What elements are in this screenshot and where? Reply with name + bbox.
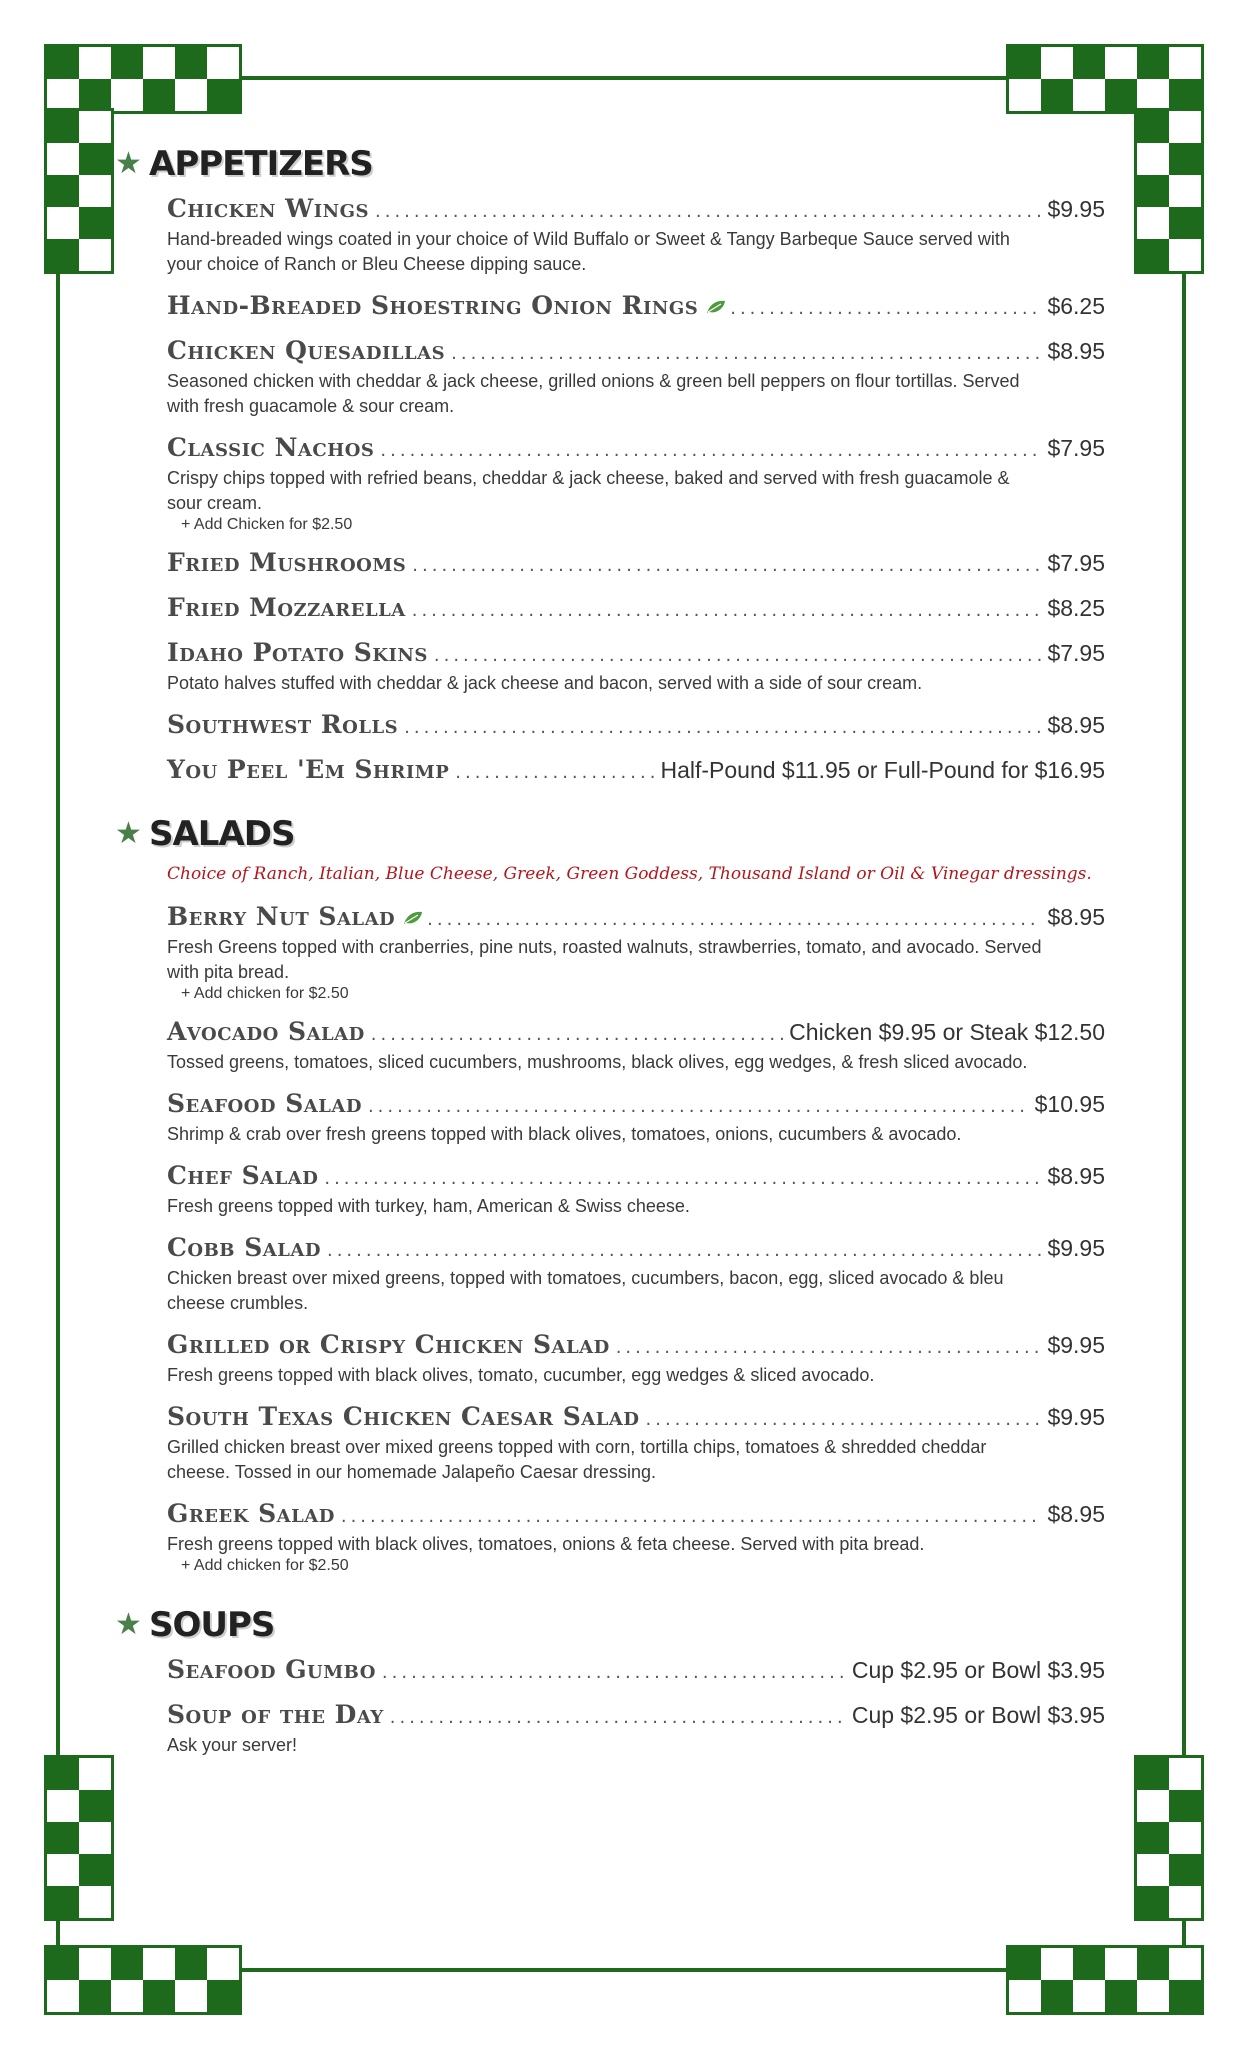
item-price: $8.95 bbox=[1047, 1501, 1105, 1527]
menu-item bbox=[167, 1402, 1105, 1485]
menu-item bbox=[167, 336, 1105, 419]
item-price: $8.95 bbox=[1047, 904, 1105, 930]
item-description: Fresh greens topped with black olives, tomatoes, onions & feta cheese. Served with pita bread. bbox=[167, 1534, 925, 1554]
star-icon: ★ bbox=[115, 147, 142, 180]
item-price: $7.95 bbox=[1047, 640, 1105, 666]
item-price: $8.95 bbox=[1047, 338, 1105, 364]
item-line bbox=[167, 593, 1105, 622]
menu-item bbox=[167, 1499, 1105, 1575]
item-line bbox=[167, 755, 1105, 784]
leader-dots bbox=[412, 600, 1042, 621]
item-line bbox=[167, 1499, 1105, 1528]
item-line bbox=[167, 291, 1105, 320]
corner-bottom-right-h bbox=[1006, 1945, 1204, 2015]
item-name: Soup of the Day bbox=[167, 1700, 384, 1729]
section-heading: SOUPS bbox=[149, 1605, 275, 1645]
corner-top-left-h bbox=[44, 44, 242, 114]
item-description: Ask your server! bbox=[167, 1735, 298, 1755]
leader-dots bbox=[382, 1662, 846, 1683]
item-name: Berry Nut Salad bbox=[167, 902, 396, 931]
item-name: You Peel 'Em Shrimp bbox=[167, 755, 450, 784]
item-name: Seafood Gumbo bbox=[167, 1655, 376, 1684]
leader-dots bbox=[341, 1506, 1042, 1527]
menu-item bbox=[167, 593, 1105, 622]
dressing-note: Choice of Ranch, Italian, Blue Cheese, Greek, Green Goddess, Thousand Island or Oil & Vinegar dressings. bbox=[167, 864, 1092, 884]
item-description: Hand-breaded wings coated in your choice of Wild Buffalo or Sweet & Tangy Barbeque Sauce served with your choice of Ranch or Bleu Cheese dipping sauce. bbox=[167, 229, 1010, 274]
item-name: Chicken Quesadillas bbox=[167, 336, 446, 365]
item-line bbox=[167, 1089, 1105, 1118]
item-description: Chicken breast over mixed greens, topped with tomatoes, cucumbers, bacon, egg, sliced avocado & bleu cheese crumbles. bbox=[167, 1268, 1004, 1313]
item-name: Seafood Salad bbox=[167, 1089, 362, 1118]
item-name: Fried Mushrooms bbox=[167, 548, 407, 577]
item-description: Potato halves stuffed with cheddar & jack cheese and bacon, served with a side of sour cream. bbox=[167, 673, 923, 693]
menu-item bbox=[167, 1655, 1105, 1684]
vegetarian-leaf-icon bbox=[403, 911, 421, 923]
menu-item bbox=[167, 755, 1105, 784]
menu-item bbox=[167, 1161, 1105, 1219]
corner-bottom-left-h bbox=[44, 1945, 242, 2015]
item-line bbox=[167, 336, 1105, 365]
menu-item bbox=[167, 902, 1105, 1003]
leader-dots bbox=[390, 1707, 846, 1728]
vegetarian-leaf-icon bbox=[706, 300, 724, 312]
corner-bottom-right-v bbox=[1134, 1755, 1204, 1921]
item-price: $9.95 bbox=[1047, 196, 1105, 222]
item-price: $7.95 bbox=[1047, 550, 1105, 576]
item-price: $9.95 bbox=[1047, 1235, 1105, 1261]
menu-item bbox=[167, 194, 1105, 277]
item-addon: + Add chicken for $2.50 bbox=[181, 985, 349, 1002]
item-price: Chicken $9.95 or Steak $12.50 bbox=[789, 1019, 1105, 1045]
leader-dots bbox=[404, 717, 1041, 738]
menu-items bbox=[167, 902, 1105, 1575]
menu-items bbox=[167, 1655, 1105, 1758]
item-name: Grilled or Crispy Chicken Salad bbox=[167, 1330, 610, 1359]
item-addon: + Add Chicken for $2.50 bbox=[181, 516, 353, 533]
star-icon: ★ bbox=[115, 817, 142, 850]
menu-item bbox=[167, 548, 1105, 577]
item-price: $6.25 bbox=[1047, 293, 1105, 319]
menu-items bbox=[167, 194, 1105, 784]
item-description: Fresh greens topped with turkey, ham, American & Swiss cheese. bbox=[167, 1196, 690, 1216]
menu-item bbox=[167, 291, 1105, 320]
menu-item bbox=[167, 638, 1105, 696]
item-description: Fresh greens topped with black olives, tomato, cucumber, egg wedges & sliced avocado. bbox=[167, 1365, 875, 1385]
item-description: Seasoned chicken with cheddar & jack cheese, grilled onions & green bell peppers on flour tortillas. Served with fresh guacamole & sour cream. bbox=[167, 371, 1020, 416]
menu-item bbox=[167, 1330, 1105, 1388]
leader-dots bbox=[380, 440, 1041, 461]
item-line bbox=[167, 902, 1105, 931]
item-price: $7.95 bbox=[1047, 435, 1105, 461]
section-title-soups bbox=[115, 1605, 1105, 1645]
item-line bbox=[167, 1233, 1105, 1262]
leader-dots bbox=[616, 1337, 1042, 1358]
item-line bbox=[167, 1402, 1105, 1431]
item-line bbox=[167, 1700, 1105, 1729]
item-name: Fried Mozzarella bbox=[167, 593, 406, 622]
item-name: Hand-Breaded Shoestring Onion Rings bbox=[167, 291, 699, 320]
menu-item bbox=[167, 1233, 1105, 1316]
section-heading: APPETIZERS bbox=[149, 144, 373, 184]
item-name: Avocado Salad bbox=[167, 1017, 365, 1046]
corner-top-right-h bbox=[1006, 44, 1204, 114]
leader-dots bbox=[412, 555, 1041, 576]
leader-dots bbox=[730, 298, 1041, 319]
item-description: Tossed greens, tomatoes, sliced cucumbers, mushrooms, black olives, egg wedges, & fresh sliced avocado. bbox=[167, 1052, 1028, 1072]
section-heading: SALADS bbox=[149, 814, 295, 854]
item-price: Cup $2.95 or Bowl $3.95 bbox=[851, 1657, 1105, 1683]
item-line bbox=[167, 710, 1105, 739]
leader-dots bbox=[368, 1096, 1029, 1117]
item-price: Half-Pound $11.95 or Full-Pound for $16.95 bbox=[660, 757, 1105, 783]
item-price: $9.95 bbox=[1047, 1332, 1105, 1358]
menu-item bbox=[167, 1017, 1105, 1075]
item-price: $8.95 bbox=[1047, 712, 1105, 738]
item-line bbox=[167, 638, 1105, 667]
corner-bottom-left-v bbox=[44, 1755, 114, 1921]
item-name: Chef Salad bbox=[167, 1161, 319, 1190]
item-name: Southwest Rolls bbox=[167, 710, 399, 739]
leader-dots bbox=[371, 1024, 783, 1045]
item-price: $8.25 bbox=[1047, 595, 1105, 621]
leader-dots bbox=[434, 645, 1042, 666]
item-line bbox=[167, 1017, 1105, 1046]
menu-item bbox=[167, 1700, 1105, 1758]
item-line bbox=[167, 1161, 1105, 1190]
menu-item bbox=[167, 433, 1105, 534]
menu-content bbox=[115, 136, 1105, 1772]
item-line bbox=[167, 548, 1105, 577]
item-name: Chicken Wings bbox=[167, 194, 369, 223]
item-description: Crispy chips topped with refried beans, cheddar & jack cheese, baked and served with fresh guacamole & sour cream. bbox=[167, 468, 1010, 513]
item-name: Classic Nachos bbox=[167, 433, 375, 462]
leader-dots bbox=[375, 201, 1041, 222]
section-title-salads bbox=[115, 814, 1105, 854]
item-description: Fresh Greens topped with cranberries, pine nuts, roasted walnuts, strawberries, tomato, and avocado. Served with pita bread. bbox=[167, 937, 1042, 982]
leader-dots bbox=[646, 1409, 1042, 1430]
leader-dots bbox=[324, 1168, 1041, 1189]
item-price: $9.95 bbox=[1047, 1404, 1105, 1430]
item-price: $10.95 bbox=[1034, 1091, 1105, 1117]
item-name: Idaho Potato Skins bbox=[167, 638, 428, 667]
item-price: $8.95 bbox=[1047, 1163, 1105, 1189]
leader-dots bbox=[455, 762, 654, 783]
menu-item bbox=[167, 710, 1105, 739]
item-addon: + Add chicken for $2.50 bbox=[181, 1557, 349, 1574]
item-description: Shrimp & crab over fresh greens topped with black olives, tomatoes, onions, cucumbers & avocado. bbox=[167, 1124, 962, 1144]
leader-dots bbox=[327, 1240, 1041, 1261]
item-name: South Texas Chicken Caesar Salad bbox=[167, 1402, 640, 1431]
item-line bbox=[167, 433, 1105, 462]
section-title-appetizers bbox=[115, 144, 1105, 184]
corner-top-left-v bbox=[44, 108, 114, 274]
leader-dots bbox=[427, 909, 1041, 930]
item-line bbox=[167, 1655, 1105, 1684]
item-name: Cobb Salad bbox=[167, 1233, 321, 1262]
menu-item bbox=[167, 1089, 1105, 1147]
item-line bbox=[167, 1330, 1105, 1359]
item-price: Cup $2.95 or Bowl $3.95 bbox=[851, 1702, 1105, 1728]
item-name: Greek Salad bbox=[167, 1499, 335, 1528]
star-icon: ★ bbox=[115, 1608, 142, 1641]
item-description: Grilled chicken breast over mixed greens topped with corn, tortilla chips, tomatoes & shredded cheddar cheese. Tossed in our homemade Jalapeño Caesar dressing. bbox=[167, 1437, 987, 1482]
item-line bbox=[167, 194, 1105, 223]
leader-dots bbox=[451, 343, 1041, 364]
corner-top-right-v bbox=[1134, 108, 1204, 274]
